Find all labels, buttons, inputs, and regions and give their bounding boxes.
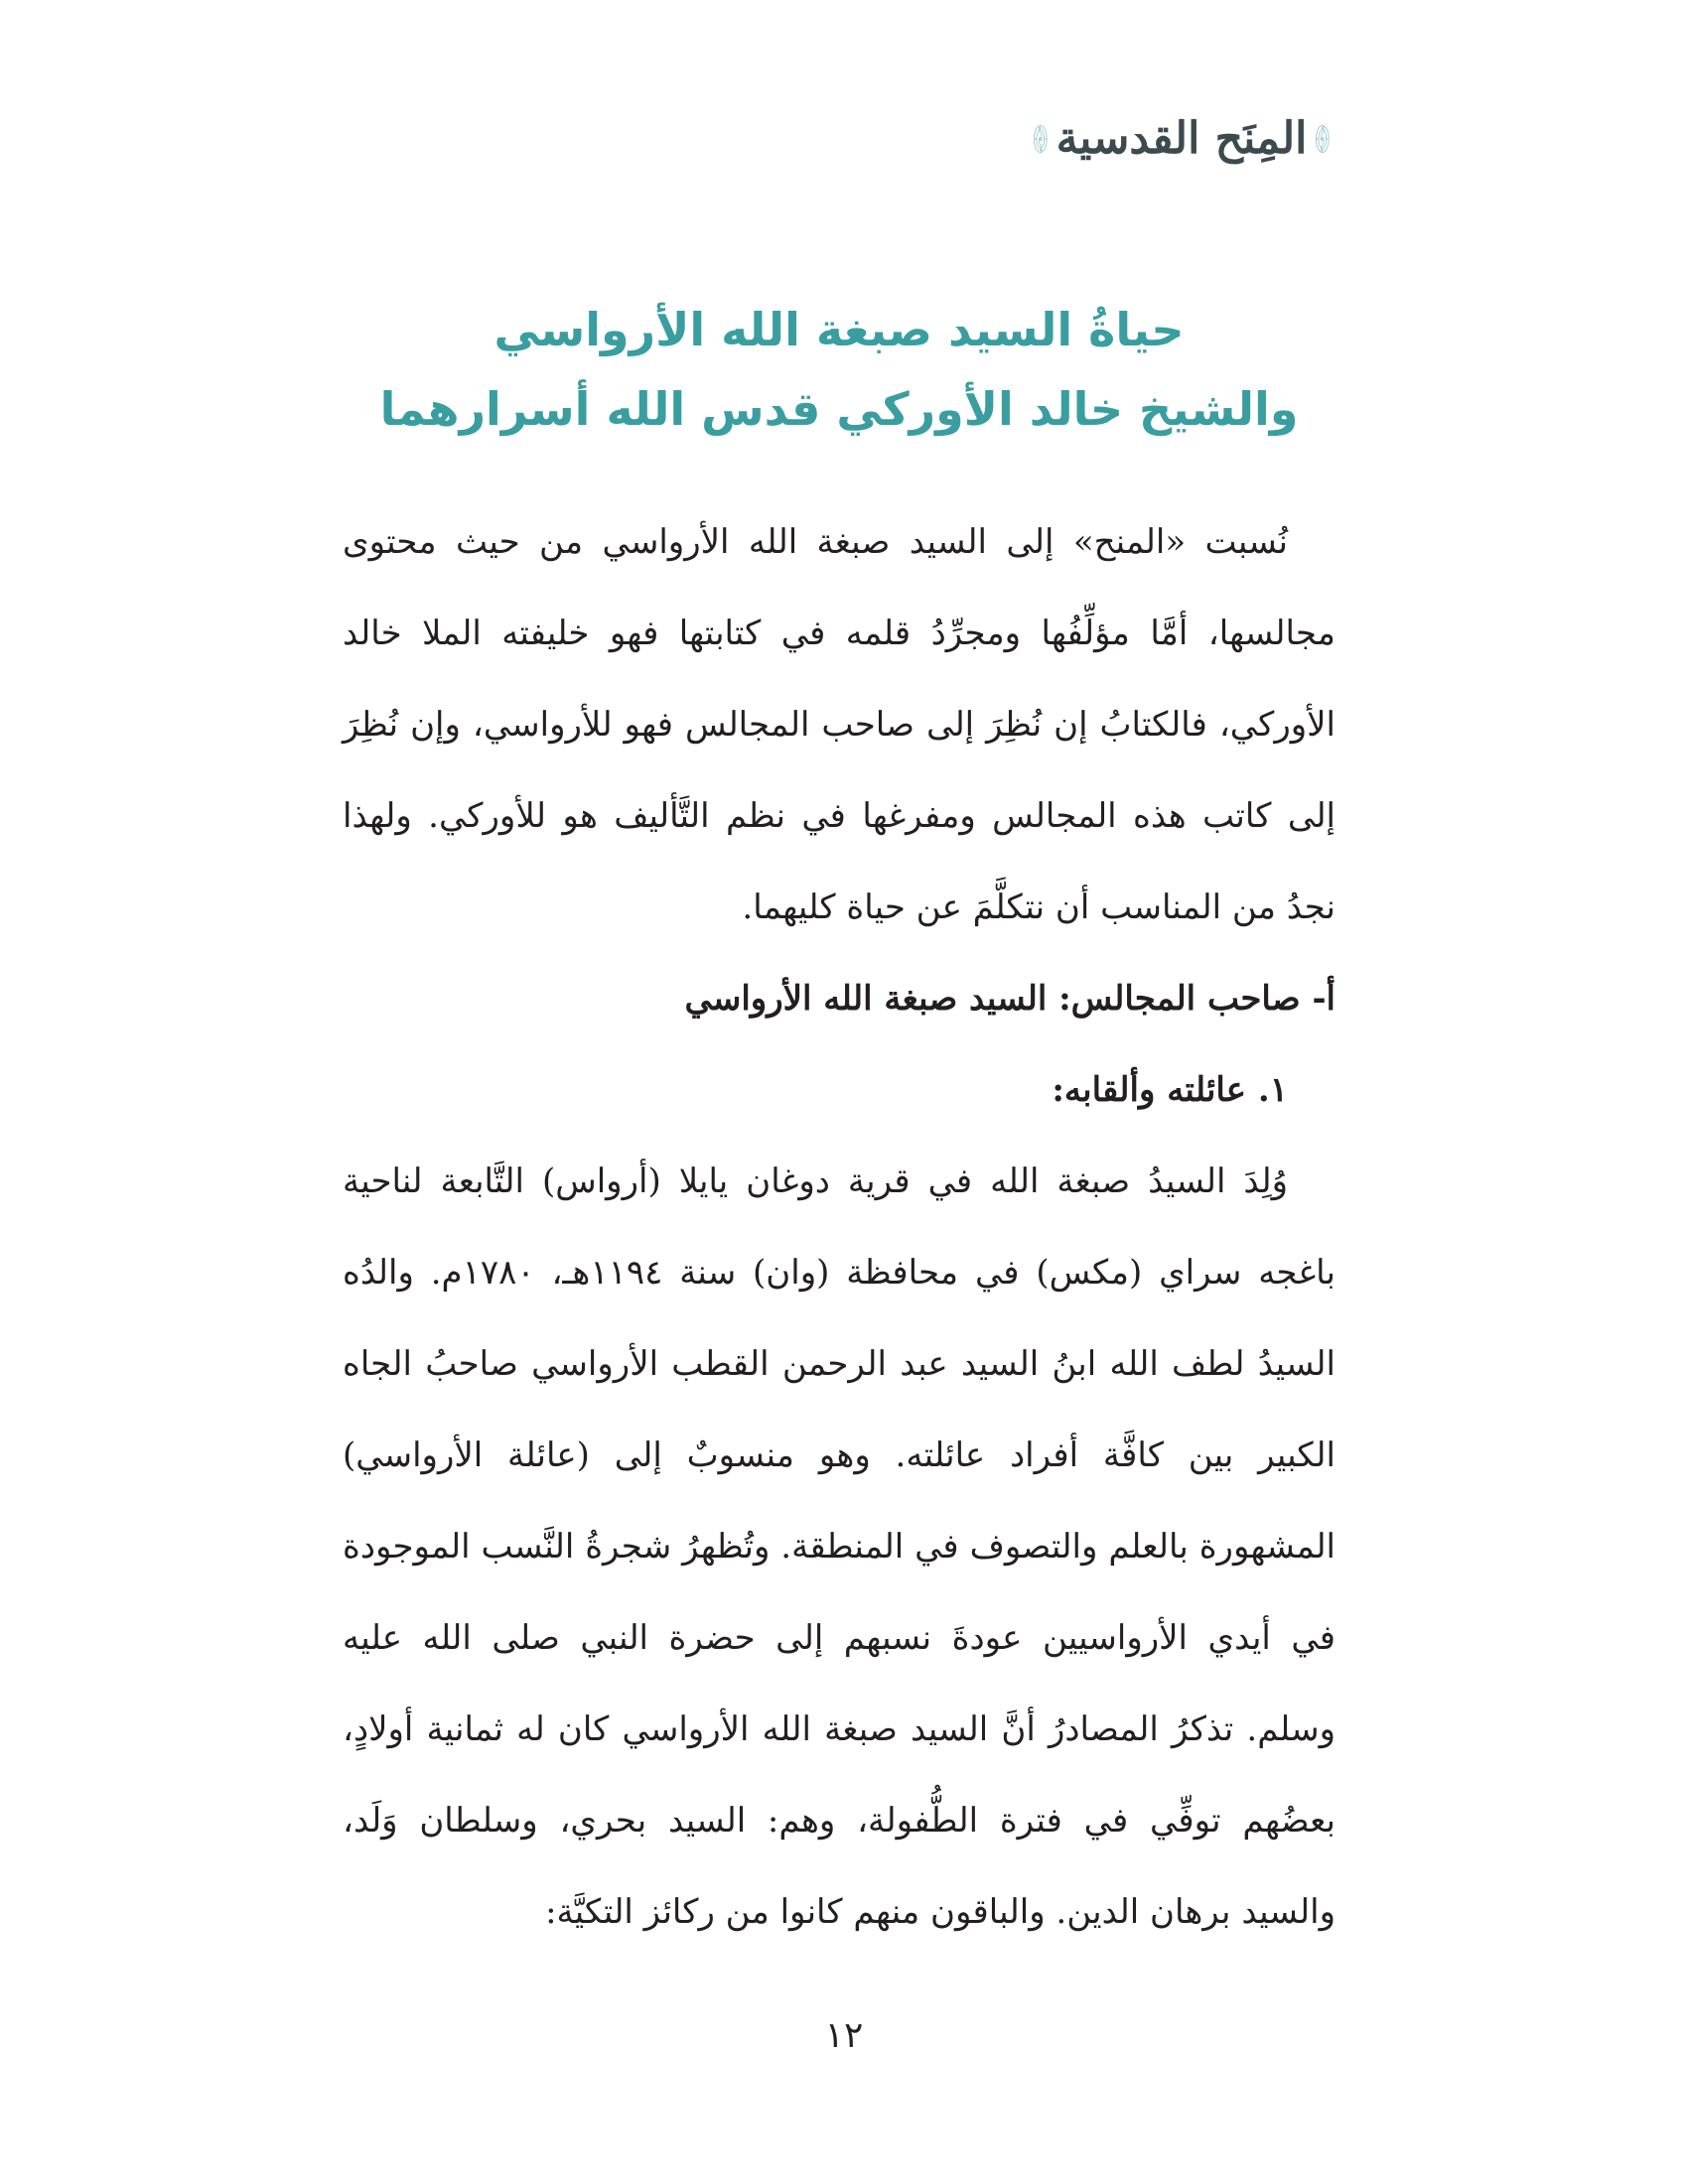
right-ornament-icon [1315,96,1331,182]
subsection-heading: ١. عائلته وألقابه: [1052,1070,1288,1110]
running-header [1033,84,1331,194]
family-paragraph: وُلِدَ السيدُ صبغة الله في قرية دوغان يايلا (أرواس) التَّابعة لناحية باغجه سراي (مكس) في محافظة (وان) سنة ١١٩٤هـ، ١٧٨٠م. والدُه السيدُ لطف الله ابنُ السيد عبد الرحمن القطب الأرواسي صاحبُ الجاه الكبير بين كافَّة أفراد عائلته. وهو منسوبٌ إلى (عائلة الأرواسي) المشهورة بالعلم والتصوف في المنطقة. وتُظهرُ شجرةُ النَّسب الموجودة في أيدي الأرواسيين عودةَ نسبهم إلى حضرة النبي صلى الله عليه وسلم. تذكرُ المصادرُ أنَّ السيد صبغة الله الأرواسي كان له ثمانية أولادٍ، بعضُهم توفِّي في فترة الطُّفولة، وهم: السيد بحري، وسلطان وَلَد، والسيد برهان الدين. والباقون منهم كانوا من ركائز التكيَّة: [343,1161,1336,1932]
left-ornament-icon [1033,96,1049,182]
section-heading: أ- صاحب المجالس: السيد صبغة الله الأرواسي [684,979,1336,1019]
page-number: ١٢ [824,2015,864,2056]
intro-paragraph: نُسبت «المنح» إلى السيد صبغة الله الأرواسي من حيث محتوى مجالسها، أمَّا مؤلِّفُها ومجرِّدُ قلمه في كتابتها فهو خليفته الملا خالد الأوركي، فالكتابُ إن نُظِرَ إلى صاحب المجالس فهو للأرواسي، وإن نُظِرَ إلى كاتب هذه المجالس ومفرغها في نظم التَّأليف هو للأوركي. ولهذا نجدُ من المناسب أن نتكلَّمَ عن حياة كليهما. [343,522,1336,927]
book-title: المِنَح القدسية [1055,113,1308,164]
chapter-title-line-1: حياةُ السيد صبغة الله الأرواسي [493,303,1185,356]
body-text [343,496,1336,1958]
chapter-title-line-2: والشيخ خالد الأوركي قدس الله أسرارهما [379,382,1299,436]
